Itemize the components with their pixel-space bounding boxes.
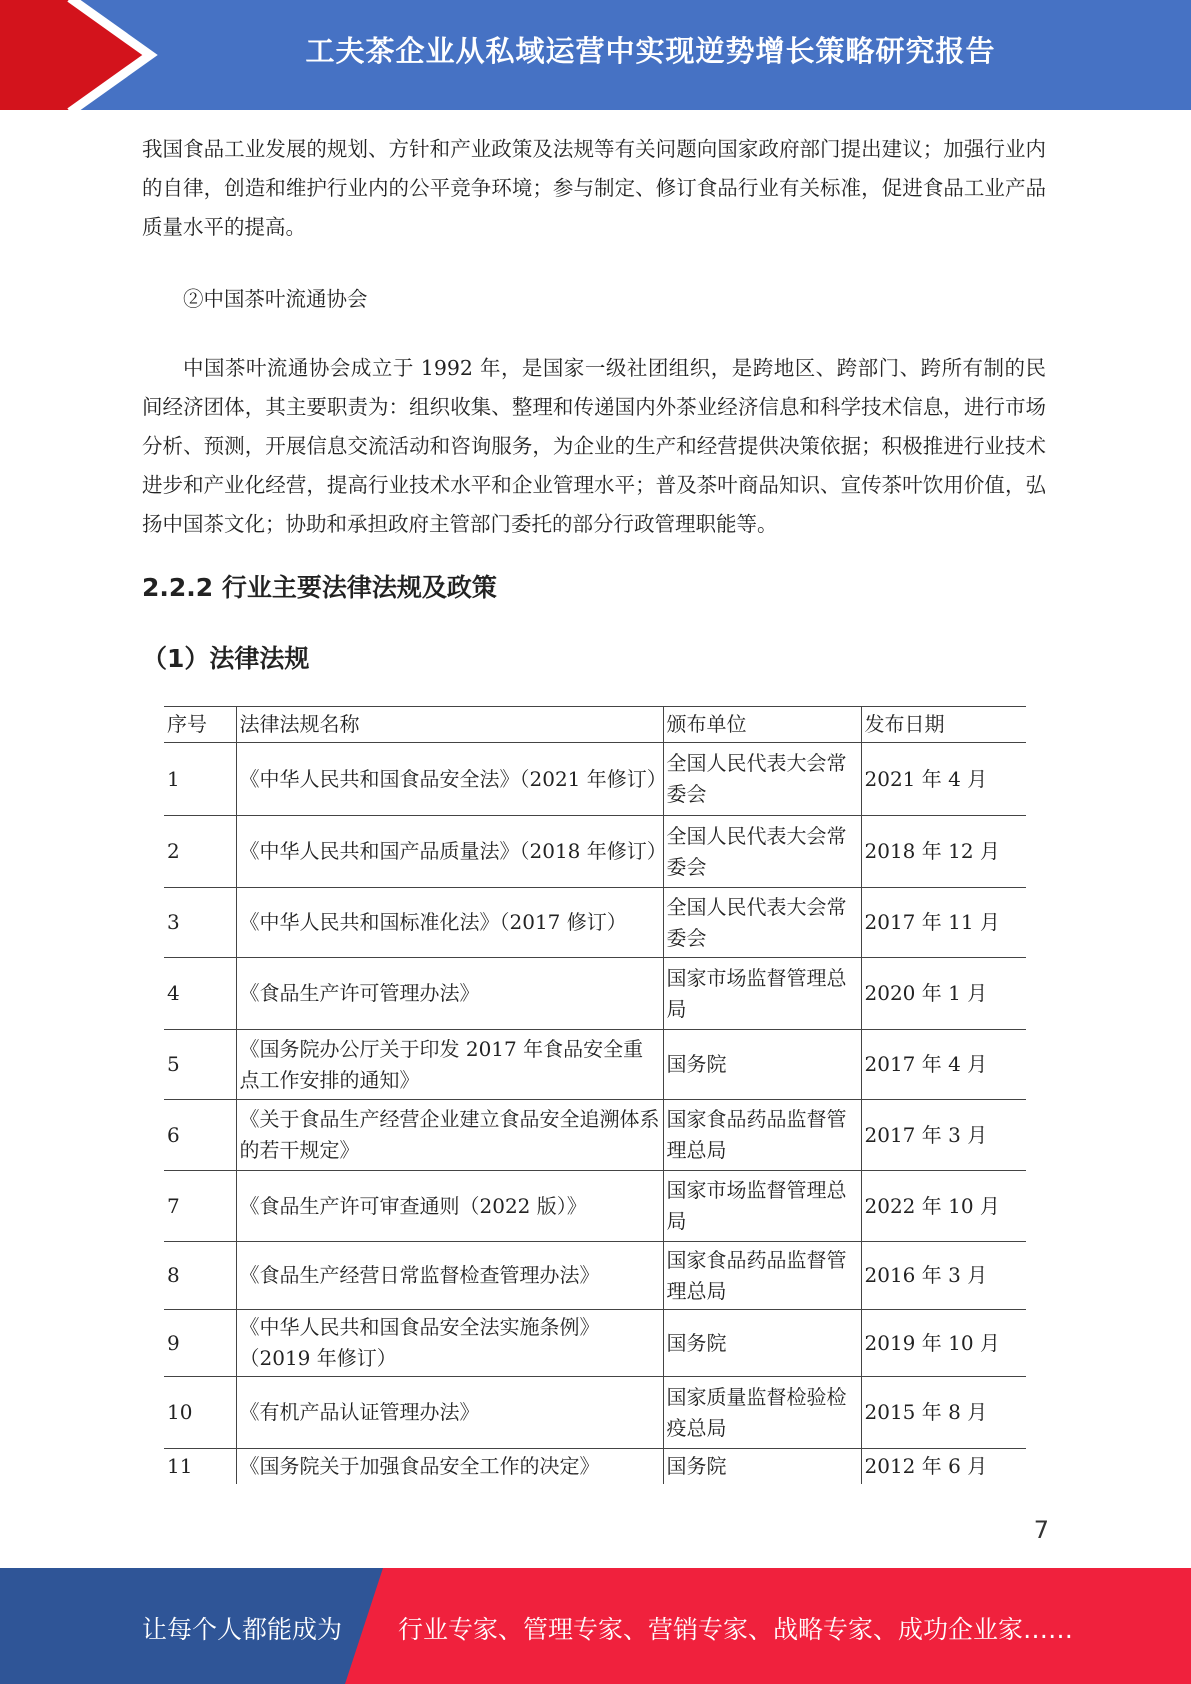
table-row xyxy=(164,1377,1026,1449)
cell-date: 2017 年 3 月 xyxy=(861,1100,1026,1171)
header-cell-name: 法律法规名称 xyxy=(236,707,663,743)
header-cell-date: 发布日期 xyxy=(861,707,1026,743)
table-row xyxy=(164,1030,1026,1100)
cell-issuer: 国务院 xyxy=(663,1310,861,1377)
cell-issuer: 全国人民代表大会常委会 xyxy=(663,743,861,816)
table-row xyxy=(164,958,1026,1030)
cell-index: 7 xyxy=(167,1193,180,1218)
cell-index: 3 xyxy=(167,910,180,934)
cell-date: 2019 年 10 月 xyxy=(861,1310,1026,1377)
cell-law-name: 《中华人民共和国标准化法》（2017 修订） xyxy=(236,888,663,958)
cell-date: 2012 年 6 月 xyxy=(861,1449,1026,1485)
cell-index: 2 xyxy=(167,839,180,863)
cell-issuer: 国家市场监督管理总局 xyxy=(663,958,861,1030)
cell-date: 2022 年 10 月 xyxy=(861,1171,1026,1242)
cell-index: 5 xyxy=(167,1052,180,1076)
cell-issuer: 国务院 xyxy=(663,1030,861,1100)
cell-issuer: 国务院 xyxy=(663,1449,861,1485)
cell-date: 2021 年 4 月 xyxy=(861,743,1026,816)
cell-date: 2015 年 8 月 xyxy=(861,1377,1026,1449)
table-row xyxy=(164,1310,1026,1377)
paragraph-association-duties: 我国食品工业发展的规划、方针和产业政策及法规等有关问题向国家政府部门提出建议；加强行业内的自律，创造和维护行业内的公平竞争环境；参与制定、修订食品行业有关标准，促进食品工业产品质量水平的提高。 xyxy=(142,137,1046,239)
cell-law-name: 《中华人民共和国食品安全法实施条例》（2019 年修订） xyxy=(236,1310,663,1377)
table-header-row xyxy=(164,707,1026,743)
cell-date: 2020 年 1 月 xyxy=(861,958,1026,1030)
cell-law-name: 《食品生产许可审查通则（2022 版）》 xyxy=(236,1171,663,1242)
page-number: 7 xyxy=(1033,1516,1049,1544)
footer-slogan-right: 行业专家、管理专家、营销专家、战略专家、成功企业家…… xyxy=(398,1615,1074,1644)
cell-index: 11 xyxy=(167,1454,193,1478)
section-heading: 2.2.2 行业主要法律法规及政策 xyxy=(142,573,497,602)
cell-date: 2016 年 3 月 xyxy=(861,1242,1026,1310)
cell-issuer: 全国人民代表大会常委会 xyxy=(663,816,861,888)
cell-date: 2018 年 12 月 xyxy=(861,816,1026,888)
page-footer xyxy=(0,1568,1191,1684)
cell-issuer: 国家食品药品监督管理总局 xyxy=(663,1242,861,1310)
cell-index: 1 xyxy=(167,766,180,791)
table-row xyxy=(164,888,1026,958)
cell-date: 2017 年 4 月 xyxy=(861,1030,1026,1100)
footer-slogan-left: 让每个人都能成为 xyxy=(142,1615,343,1644)
cell-index: 10 xyxy=(167,1400,193,1424)
cell-law-name: 《关于食品生产经营企业建立食品安全追溯体系的若干规定》 xyxy=(236,1100,663,1171)
page-header xyxy=(0,0,1191,110)
cell-law-name: 《食品生产许可管理办法》 xyxy=(236,958,663,1030)
cell-issuer: 国家市场监督管理总局 xyxy=(663,1171,861,1242)
cell-law-name: 《中华人民共和国食品安全法》（2021 年修订） xyxy=(236,743,663,816)
cell-issuer: 全国人民代表大会常委会 xyxy=(663,888,861,958)
cell-law-name: 《中华人民共和国产品质量法》（2018 年修订） xyxy=(236,816,663,888)
table-row xyxy=(164,1242,1026,1310)
cell-index: 6 xyxy=(167,1122,180,1147)
cell-law-name: 《国务院关于加强食品安全工作的决定》 xyxy=(236,1449,663,1485)
header-cell-issuer: 颁布单位 xyxy=(663,707,861,743)
table-row xyxy=(164,1171,1026,1242)
subsection-heading: （1）法律法规 xyxy=(142,644,310,673)
item-tea-association-label: ②中国茶叶流通协会 xyxy=(183,287,368,311)
cell-date: 2017 年 11 月 xyxy=(861,888,1026,958)
header-cell-index: 序号 xyxy=(167,712,207,736)
paragraph-tea-association: 中国茶叶流通协会成立于 1992 年，是国家一级社团组织，是跨地区、跨部门、跨所有制的民间经济团体，其主要职责为：组织收集、整理和传递国内外茶业经济信息和科学技术信息，进行市场分析、预测，开展信息交流活动和咨询服务，为企业的生产和经营提供决策依据；积极推进行业技术进步和产业化经营，提高行业技术水平和企业管理水平；普及茶叶商品知识、宣传茶叶饮用价值，弘扬中国茶文化；协助和承担政府主管部门委托的部分行政管理职能等。 xyxy=(142,356,1046,536)
laws-regulations-table xyxy=(164,706,1026,1484)
table-row xyxy=(164,743,1026,816)
cell-issuer: 国家食品药品监督管理总局 xyxy=(663,1100,861,1171)
cell-law-name: 《国务院办公厅关于印发 2017 年食品安全重点工作安排的通知》 xyxy=(236,1030,663,1100)
cell-index: 4 xyxy=(167,981,180,1005)
page-content xyxy=(142,130,1046,675)
report-title: 工夫茶企业从私域运营中实现逆势增长策略研究报告 xyxy=(305,34,996,68)
cell-issuer: 国家质量监督检验检疫总局 xyxy=(663,1377,861,1449)
table-row xyxy=(164,1100,1026,1171)
table-row xyxy=(164,1449,1026,1485)
cell-index: 8 xyxy=(167,1263,180,1287)
cell-index: 9 xyxy=(167,1330,180,1355)
cell-law-name: 《有机产品认证管理办法》 xyxy=(236,1377,663,1449)
cell-law-name: 《食品生产经营日常监督检查管理办法》 xyxy=(236,1242,663,1310)
table-row xyxy=(164,816,1026,888)
